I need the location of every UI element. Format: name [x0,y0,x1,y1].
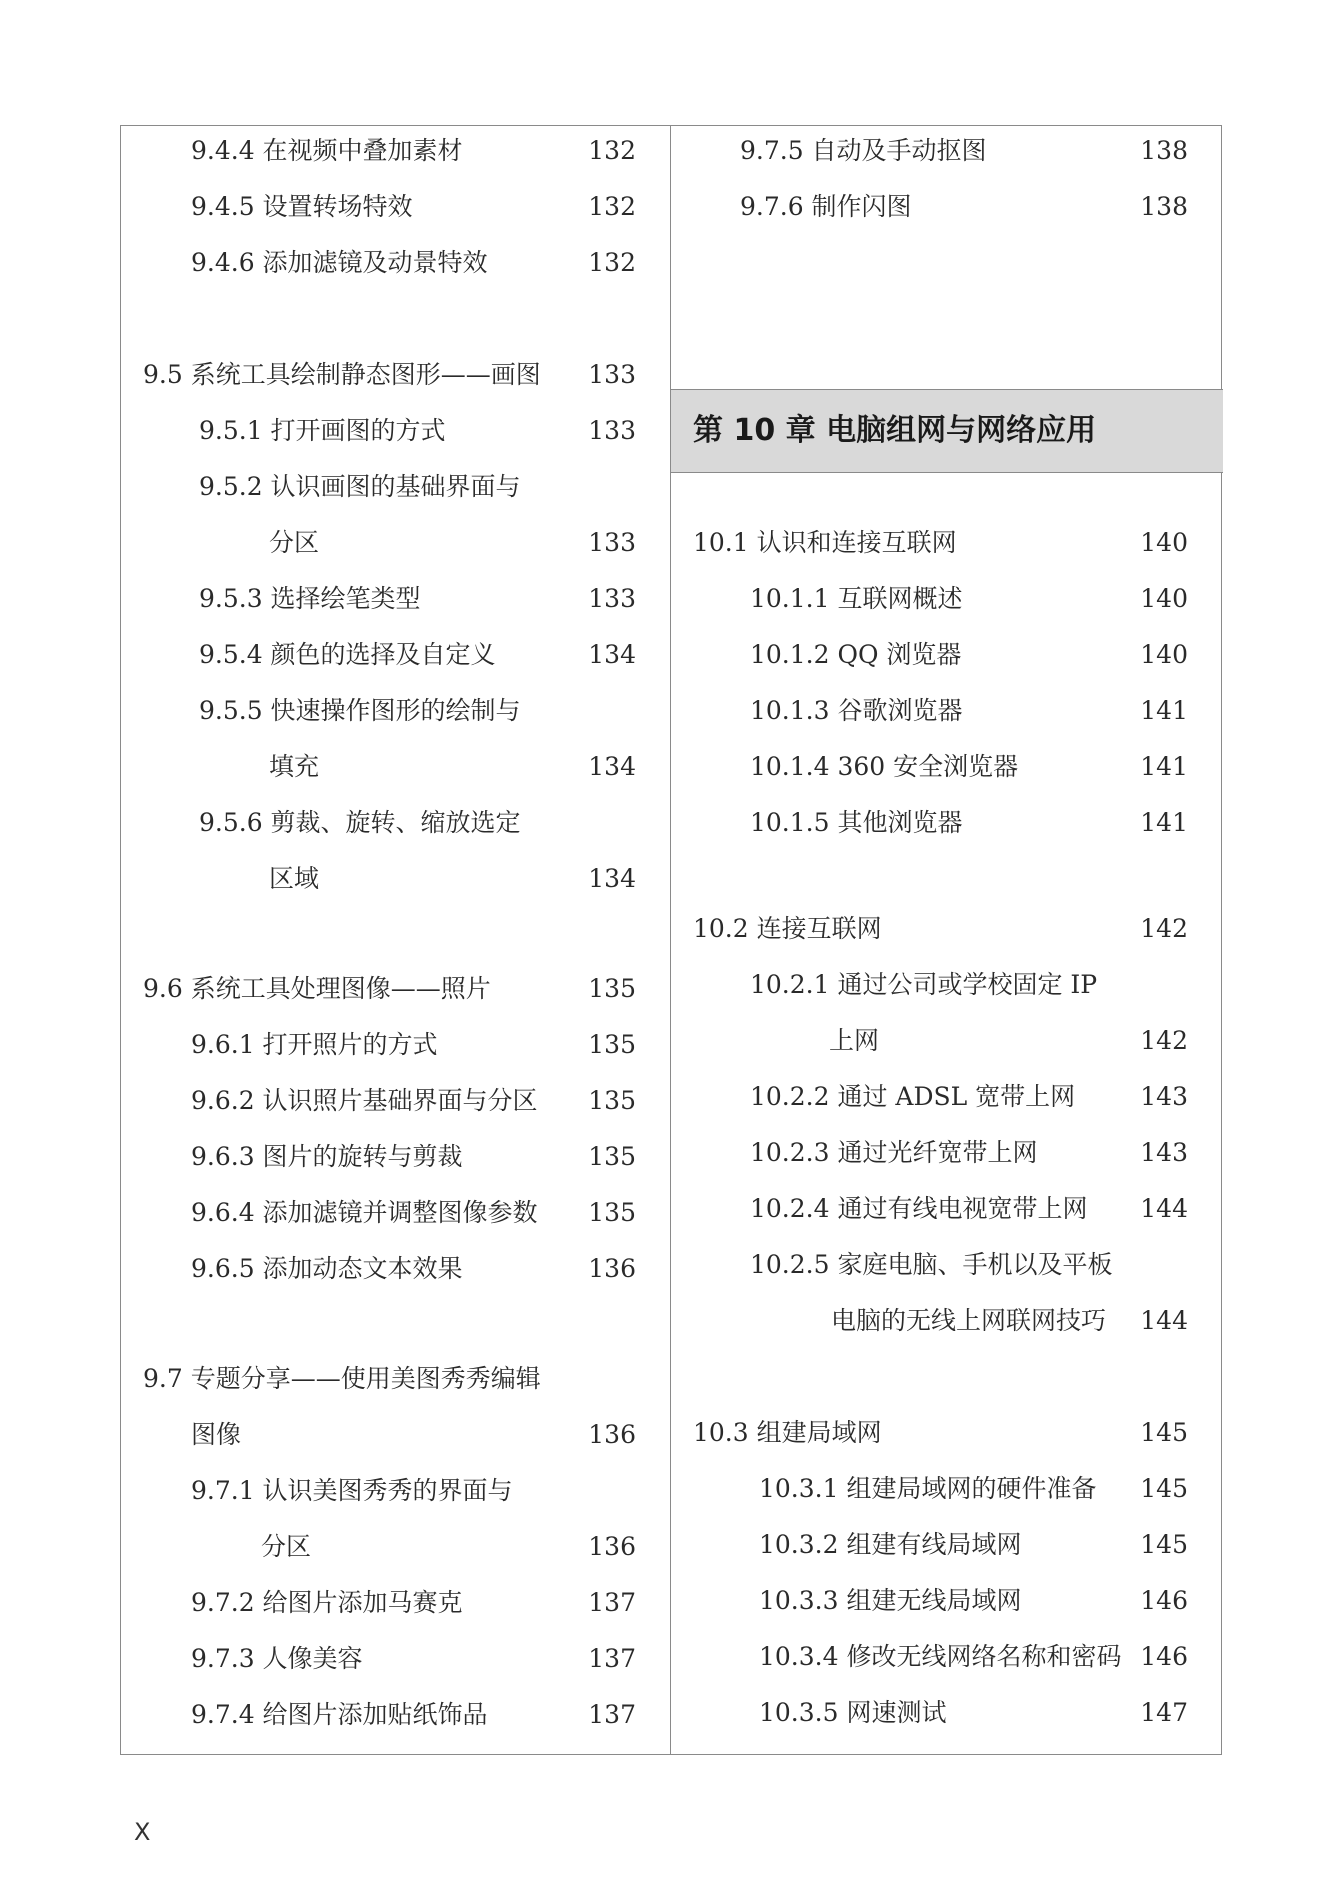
toc-entry-label: 10.1.5 其他浏览器 [750,808,963,837]
toc-entry-page: 141 [1140,752,1188,781]
toc-entry-label: 9.5 系统工具绘制静态图形——画图 [143,360,541,389]
toc-entry-page: 145 [1140,1418,1188,1447]
toc-entry-page: 135 [588,1142,636,1171]
toc-entry-page: 140 [1140,640,1188,669]
toc-entry-page: 134 [588,864,636,893]
toc-entry-page: 136 [588,1532,636,1561]
toc-entry-label: 10.1.4 360 安全浏览器 [750,752,1019,781]
toc-entry-page: 134 [588,640,636,669]
toc-entry-label: 9.7.3 人像美容 [191,1644,363,1673]
toc-entry-label: 电脑的无线上网联网技巧 [831,1306,1107,1335]
toc-entry-label: 填充 [269,752,320,781]
toc-entry-label: 9.6.5 添加动态文本效果 [191,1254,463,1283]
toc-entry-label: 分区 [269,528,320,557]
toc-entry-label: 10.2.5 家庭电脑、手机以及平板 [750,1250,1113,1279]
toc-entry-label: 10.1.3 谷歌浏览器 [750,696,963,725]
toc-entry-label: 9.4.5 设置转场特效 [191,192,413,221]
toc-entry-label: 10.3.3 组建无线局域网 [759,1586,1022,1615]
toc-entry-page: 135 [588,1030,636,1059]
toc-entry-page: 142 [1140,914,1188,943]
toc-entry-page: 135 [588,1198,636,1227]
toc-entry-label: 9.6.4 添加滤镜并调整图像参数 [191,1198,538,1227]
toc-entry-page: 141 [1140,696,1188,725]
toc-entry-page: 132 [588,192,636,221]
toc-entry-page: 132 [588,248,636,277]
toc-entry-label: 9.4.4 在视频中叠加素材 [191,136,463,165]
toc-entry-page: 133 [588,528,636,557]
toc-entry-page: 135 [588,974,636,1003]
toc-entry-label: 图像 [191,1420,242,1449]
toc-entry-page: 136 [588,1420,636,1449]
toc-entry-page: 137 [588,1700,636,1729]
toc-entry-label: 9.5.3 选择绘笔类型 [199,584,421,613]
toc-entry-label: 9.5.1 打开画图的方式 [199,416,446,445]
toc-entry-page: 138 [1140,192,1188,221]
toc-entry-label: 9.5.2 认识画图的基础界面与 [199,472,521,501]
toc-entry-label: 上网 [829,1026,880,1055]
toc-entry-page: 137 [588,1644,636,1673]
toc-entry-label: 10.3.1 组建局域网的硬件准备 [759,1474,1097,1503]
toc-entry-page: 141 [1140,808,1188,837]
toc-entry-label: 9.6 系统工具处理图像——照片 [143,974,491,1003]
toc-entry-page: 143 [1140,1138,1188,1167]
toc-entry-page: 136 [588,1254,636,1283]
toc-entry-page: 144 [1140,1194,1188,1223]
page-folio: X [134,1818,151,1846]
toc-entry-label: 9.7.6 制作闪图 [740,192,912,221]
toc-entry-label: 10.2.4 通过有线电视宽带上网 [750,1194,1088,1223]
toc-entry-label: 10.3.4 修改无线网络名称和密码 [759,1642,1122,1671]
toc-entry-page: 144 [1140,1306,1188,1335]
chapter-title: 第 10 章 电脑组网与网络应用 [693,413,1097,448]
toc-entry-page: 133 [588,584,636,613]
toc-entry-label: 10.3 组建局域网 [693,1418,882,1447]
toc-entry-label: 10.2.1 通过公司或学校固定 IP [750,970,1098,999]
chapter-heading-band [671,389,1223,473]
toc-entry-label: 9.6.2 认识照片基础界面与分区 [191,1086,538,1115]
toc-entry-label: 9.7.4 给图片添加贴纸饰品 [191,1700,488,1729]
toc-entry-label: 9.6.1 打开照片的方式 [191,1030,438,1059]
toc-entry-label: 9.4.6 添加滤镜及动景特效 [191,248,488,277]
toc-entry-label: 9.7 专题分享——使用美图秀秀编辑 [143,1364,541,1393]
toc-entry-page: 145 [1140,1474,1188,1503]
toc-entry-label: 9.5.6 剪裁、旋转、缩放选定 [199,808,521,837]
toc-entry-label: 10.2.2 通过 ADSL 宽带上网 [750,1082,1076,1111]
toc-entry-label: 10.2 连接互联网 [693,914,882,943]
toc-entry-label: 9.7.5 自动及手动抠图 [740,136,987,165]
toc-entry-page: 133 [588,360,636,389]
toc-entry-label: 9.5.4 颜色的选择及自定义 [199,640,496,669]
toc-entry-label: 10.3.2 组建有线局域网 [759,1530,1022,1559]
toc-entry-page: 133 [588,416,636,445]
toc-entry-label: 9.6.3 图片的旋转与剪裁 [191,1142,463,1171]
toc-entry-label: 10.1.2 QQ 浏览器 [750,640,962,669]
toc-entry-page: 140 [1140,528,1188,557]
toc-entry-page: 138 [1140,136,1188,165]
toc-entry-page: 146 [1140,1642,1188,1671]
toc-entry-page: 134 [588,752,636,781]
toc-entry-page: 142 [1140,1026,1188,1055]
toc-entry-page: 147 [1140,1698,1188,1727]
toc-left-column [121,126,670,1754]
toc-entry-page: 137 [588,1588,636,1617]
toc-entry-label: 9.5.5 快速操作图形的绘制与 [199,696,521,725]
toc-entry-label: 10.1 认识和连接互联网 [693,528,957,557]
toc-right-column [671,126,1223,1754]
toc-entry-label: 分区 [261,1532,312,1561]
toc-entry-label: 10.3.5 网速测试 [759,1698,947,1727]
toc-entry-page: 140 [1140,584,1188,613]
toc-entry-label: 9.7.1 认识美图秀秀的界面与 [191,1476,513,1505]
toc-frame [120,125,1222,1755]
toc-entry-page: 145 [1140,1530,1188,1559]
toc-entry-page: 143 [1140,1082,1188,1111]
toc-entry-label: 9.7.2 给图片添加马赛克 [191,1588,463,1617]
toc-entry-page: 132 [588,136,636,165]
toc-entry-page: 135 [588,1086,636,1115]
toc-entry-label: 区域 [269,864,320,893]
toc-entry-page: 146 [1140,1586,1188,1615]
toc-entry-label: 10.1.1 互联网概述 [750,584,963,613]
toc-entry-label: 10.2.3 通过光纤宽带上网 [750,1138,1038,1167]
